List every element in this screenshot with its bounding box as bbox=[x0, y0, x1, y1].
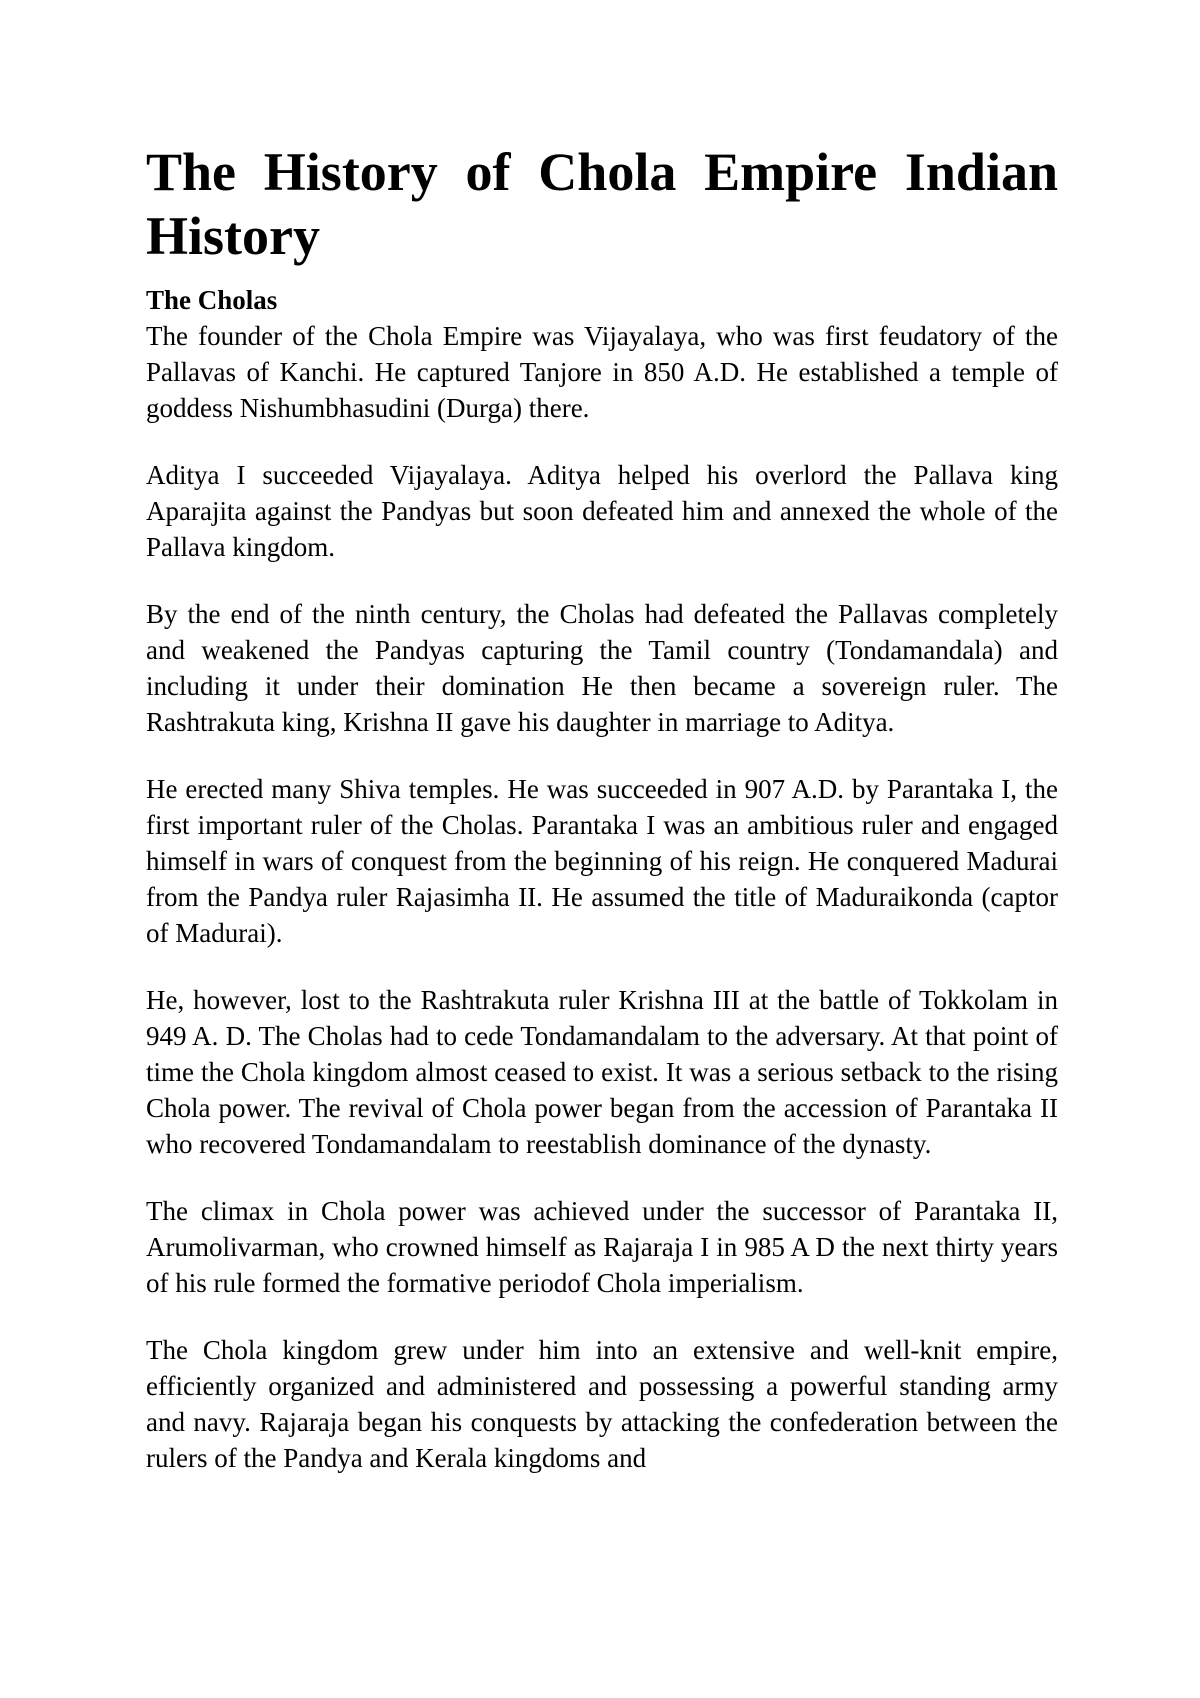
section-heading: The Cholas bbox=[146, 285, 278, 315]
paragraph-4: He erected many Shiva temples. He was succeeded in 907 A.D. by Parantaka I, the first important ruler of the Cholas. Parantaka I was an ambitious ruler and engaged himself in wars of conquest from the beginning of his reign. He conquered Madurai from the Pandya ruler Rajasimha II. He assumed the title of Maduraikonda (captor of Madurai). bbox=[146, 774, 1058, 948]
paragraph-7: The Chola kingdom grew under him into an extensive and well-knit empire, efficiently organized and administered and possessing a powerful standing army and navy. Rajaraja began his conquests by attacking the confederation between the rulers of the Pandya and Kerala kingdoms and bbox=[146, 1335, 1058, 1473]
paragraph-3: By the end of the ninth century, the Cholas had defeated the Pallavas completely and weakened the Pandyas capturing the Tamil country (Tondamandala) and including it under their domination He then became a sovereign ruler. The Rashtrakuta king, Krishna II gave his daughter in marriage to Aditya. bbox=[146, 599, 1058, 737]
title-line-1: The History of Chola Empire Indian bbox=[146, 142, 1058, 202]
paragraph-2: Aditya I succeeded Vijayalaya. Aditya helped his overlord the Pallava king Aparajita against the Pandyas but soon defeated him and annexed the whole of the Pallava kingdom. bbox=[146, 460, 1058, 562]
document-title bbox=[146, 140, 1058, 268]
paragraph-1: The founder of the Chola Empire was Vijayalaya, who was first feudatory of the Pallavas of Kanchi. He captured Tanjore in 850 A.D. He established a temple of goddess Nishumbhasudini (Durga) there. bbox=[146, 321, 1058, 423]
paragraph-5: He, however, lost to the Rashtrakuta ruler Krishna III at the battle of Tokkolam in 949 A. D. The Cholas had to cede Tondamandalam to the adversary. At that point of time the Chola kingdom almost ceased to exist. It was a serious setback to the rising Chola power. The revival of Chola power began from the accession of Parantaka II who recovered Tondamandalam to reestablish dominance of the dynasty. bbox=[146, 985, 1058, 1159]
paragraph-6: The climax in Chola power was achieved under the successor of Parantaka II, Arumolivarman, who crowned himself as Rajaraja I in 985 A D the next thirty years of his rule formed the formative periodof Chola imperialism. bbox=[146, 1196, 1058, 1298]
document-body bbox=[146, 140, 1058, 1507]
title-line-2: History bbox=[146, 206, 320, 266]
